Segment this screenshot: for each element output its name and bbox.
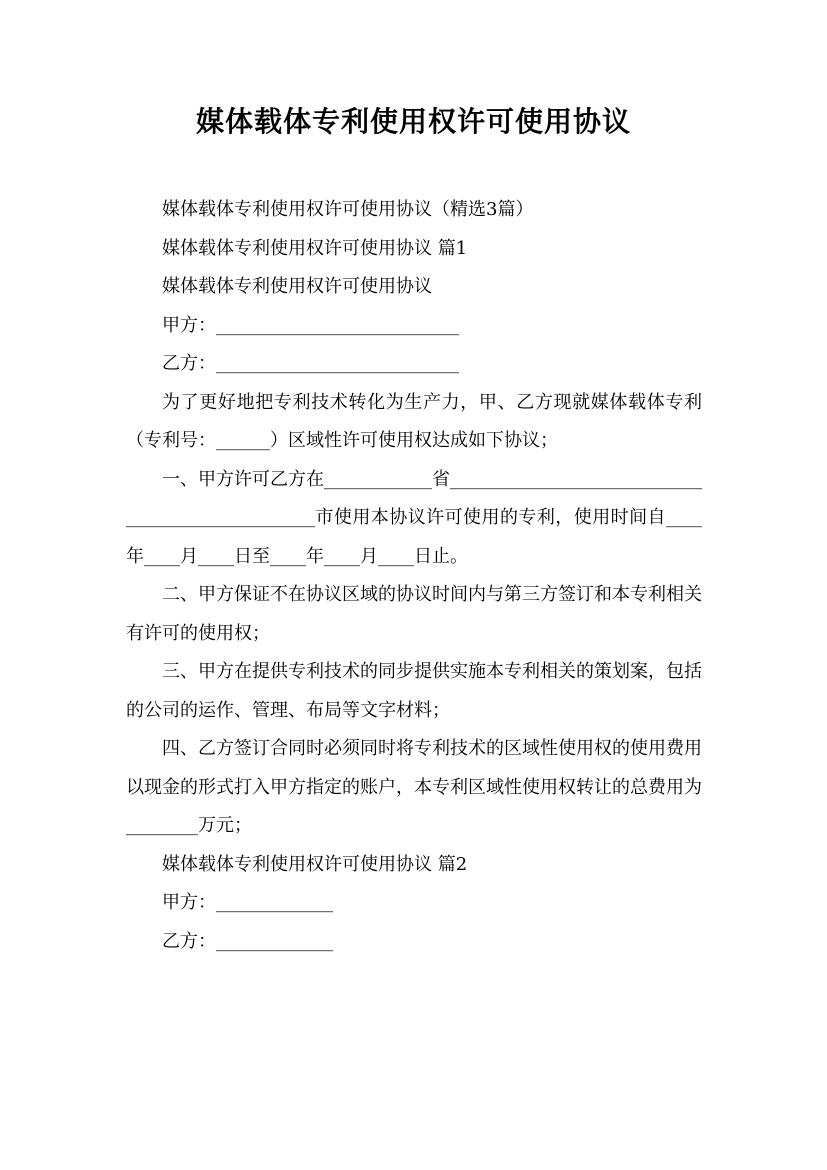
document-body [126,191,702,961]
paragraph-part-2-party-b: 乙方：_____________ [162,930,333,952]
paragraph-party-a: 甲方：___________________________ [162,314,459,336]
paragraph-preamble: 为了更好地把专利技术转化为生产力，甲、乙方现就媒体载体专利（专利号：______）区域性许可使用权达成如下协议； [126,391,702,451]
paragraph-part-2-heading: 媒体载体专利使用权许可使用协议 篇2 [162,853,468,875]
paragraph-clause-2: 二、甲方保证不在协议区域的协议时间内与第三方签订和本专利相关有许可的使用权； [126,584,702,644]
paragraph-agreement-name: 媒体载体专利使用权许可使用协议 [162,276,432,297]
paragraph-party-b: 乙方：___________________________ [162,353,459,374]
paragraph-clause-1: 一、甲方许可乙方在____________省_________________________________________________市使用本协议许可使用的专利，使用时间自____年____月____日至____年____月____日止。 [126,468,702,567]
paragraph-part-1-heading: 媒体载体专利使用权许可使用协议 篇1 [162,237,468,259]
paragraph-clause-4: 四、乙方签订合同时必须同时将专利技术的区域性使用权的使用费用以现金的形式打入甲方指定的账户，本专利区域性使用权转让的总费用为________万元； [126,738,702,836]
document-title: 媒体载体专利使用权许可使用协议 [195,105,631,138]
paragraph-subtitle: 媒体载体专利使用权许可使用协议（精选3篇） [162,199,534,220]
paragraph-clause-3: 三、甲方在提供专利技术的同步提供实施本专利相关的策划案，包括的公司的运作、管理、布局等文字材料； [126,661,702,721]
paragraph-part-2-party-a: 甲方：_____________ [162,892,333,913]
